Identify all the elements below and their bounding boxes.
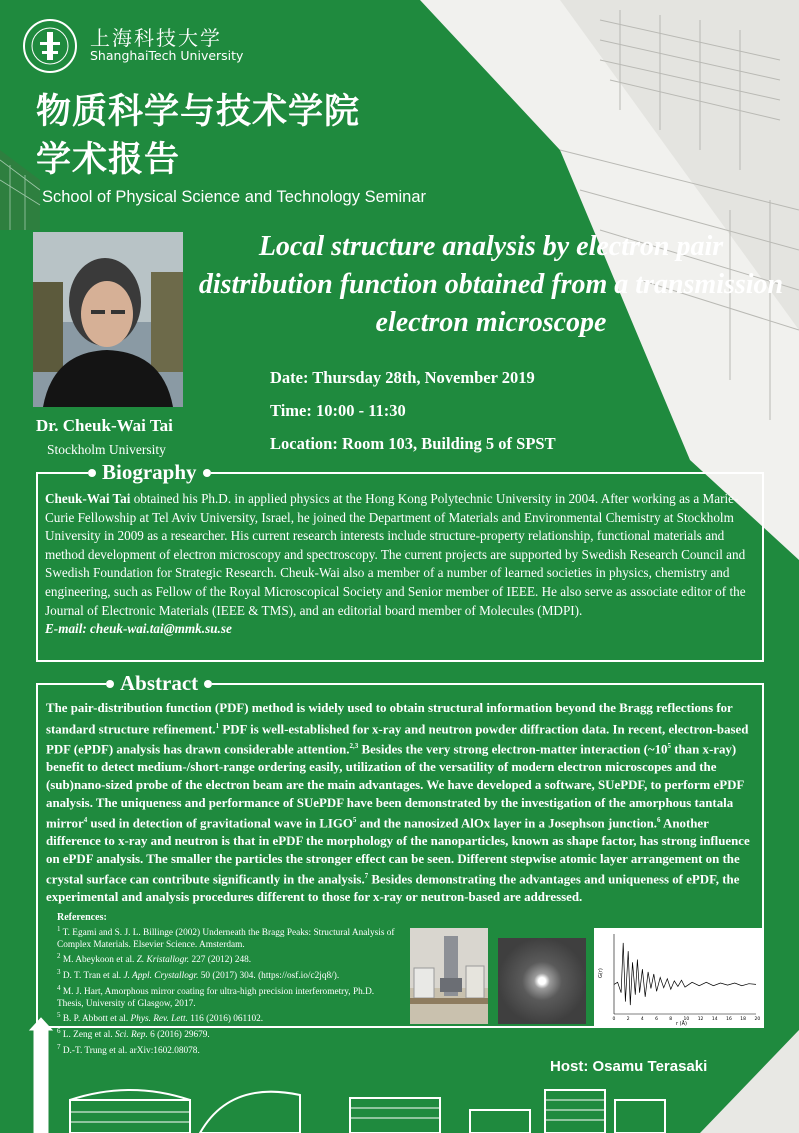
bullet-dot	[204, 680, 212, 688]
diffraction-pattern-image	[498, 938, 586, 1024]
bullet-dot	[106, 680, 114, 688]
bullet-dot	[203, 469, 211, 477]
y-axis-label: G(r)	[598, 968, 604, 978]
reference-3: $^3$ D. T. Tran et al. J. Appl. Crystallogr. 50 (2017) 304. (https://osf.io/c2jq8/).	[57, 968, 340, 982]
microscope-lab-photo	[410, 928, 488, 1024]
x-tick-label: 2	[626, 1017, 630, 1022]
reference-1: $^1$ T. Egami and S. J. L. Billinge (2002) Underneath the Bragg Peaks: Structural Analysis of Complex Materials. Elsevier Science. Amsterdam.	[57, 924, 395, 950]
location-line: Location: Room 103, Building 5 of SPST	[270, 434, 556, 453]
time-line: Time: 10:00 - 11:30	[270, 401, 406, 420]
university-name-cn: 上海科技大学	[90, 26, 222, 50]
talk-title: Local structure analysis by electron pair distribution function obtained from a transmission electron microscope	[198, 231, 784, 338]
speaker-email[interactable]: E-mail: cheuk-wai.tai@mmk.su.se	[45, 621, 232, 637]
references-list	[57, 912, 397, 1058]
school-title-cn-line2: 学术报告	[36, 140, 181, 180]
reference-2: $^2$ M. Abeykoon et al. Z. Kristallogr. 227 (2012) 248.	[57, 952, 252, 966]
speaker-name: Dr. Cheuk-Wai Tai	[36, 416, 173, 435]
university-name-en: ShanghaiTech University	[90, 48, 244, 63]
biography-body: obtained his Ph.D. in applied physics at the Hong Kong Polytechnic University in 2004. After working as a Marie-Curie Fellowship at Tel Aviv University, Israel, he joined the Department of Materials and Environmental Chemistry at Stockholm University in 2009 as a researcher. His current research interests include structure-property relationship, functional materials and method development of electron microscopy and spectroscopy. The current projects are supported by Swedish Research Council and Swedish Foundation for Strategic Research. Cheuk-Wai also a member of a number of learned societies in physics, chemistry and engineering, such as Fellow of the Royal Microscopical Society and Senior member of IEEE. He also serve as associate editor of the Journal of Electronic Materials (IEEE & TMS), and an editorial board member of Molecules (MDPI).	[45, 491, 746, 618]
reference-4: $^4$ M. J. Hart, Amorphous mirror coating for ultra-high precision interferometry, Ph.D. Thesis, University of Glasgow, 2017.	[57, 983, 375, 1009]
bullet-dot	[88, 469, 96, 477]
x-tick-label: 18	[740, 1017, 747, 1022]
date-line: Date: Thursday 28th, November 2019	[270, 368, 535, 387]
biography-text	[45, 490, 760, 639]
host-line: Host: Osamu Terasaki	[550, 1058, 708, 1075]
pdf-line-chart	[594, 928, 762, 1026]
x-tick-label: 14	[711, 1017, 718, 1022]
abstract-text: The pair-distribution function (PDF) method is widely used to obtain structural information beyond the Bragg reflections for standard structure refinement.$^1$ PDF is well-established for x-ray and neutron powder diffraction data. In recent, electron-based PDF (ePDF) analysis has drawn considerable attention.$^{2,3}$ Besides the very strong electron-matter interaction ($\sim 10^5$ than x-ray) benefit to detect medium-/short-range ordering easily, utilization of the versatility of modern electron microscopes and the (sub)nano-sized probe of the electron beam are the main advantages. We have developed a software, SUePDF, to perform ePDF analysis. The uniqueness and performance of SUePDF have been demonstrated by the investigation of the amorphous tantala mirror$^4$ used in detection of gravitational wave in LIGO$^5$ and the nanosized AlOx layer in a Josephson junction.$^6$ Another difference to x-ray and neutron is that in ePDF the morphology of the nanoparticles, known as shape factor, has strong influence on ePDF analysis. The smaller the particles the stronger effect can be seen. Different stepwise atomic layer arrangement on the crystal surface can contribute significantly in the analysis.$^7$ Besides demonstrating the advantages and uniqueness of ePDF, the experimental and analysis procedures different to those for x-ray or neutron-based are addressed.	[46, 701, 750, 905]
x-tick-label: 12	[697, 1017, 704, 1022]
reference-6: $^6$ L. Zeng et al. Sci. Rep. 6 (2016) 29679.	[57, 1027, 210, 1041]
university-seal-logo	[22, 18, 78, 74]
biography-header	[36, 460, 764, 485]
seminar-title-en: School of Physical Science and Technology Seminar	[42, 188, 427, 206]
x-tick-label: 6	[655, 1017, 658, 1022]
abstract-header	[36, 671, 764, 696]
references-heading: References:	[57, 912, 107, 923]
x-tick-label: 16	[726, 1017, 732, 1022]
reference-5: $^5$ B. P. Abbott et al. Phys. Rev. Lett. 116 (2016) 061102.	[57, 1011, 264, 1025]
x-axis-label: r (Å)	[676, 1021, 687, 1026]
abstract-heading: Abstract	[120, 671, 199, 695]
x-tick-label: 20	[754, 1017, 761, 1022]
x-tick-label: 8	[669, 1017, 673, 1022]
x-tick-label: 4	[640, 1017, 644, 1022]
speaker-photo	[33, 232, 183, 407]
school-title-cn-line1: 物质科学与技术学院	[36, 92, 361, 132]
biography-heading: Biography	[102, 460, 197, 484]
speaker-affiliation: Stockholm University	[47, 442, 166, 457]
x-tick-label: 0	[612, 1017, 616, 1022]
x-tick-label: 10	[683, 1017, 690, 1022]
chart-background	[594, 928, 762, 1026]
biography-name: Cheuk-Wai Tai	[45, 491, 131, 506]
reference-7: $^7$ D.-T. Trung et al. arXiv:1602.08078.	[57, 1042, 200, 1056]
